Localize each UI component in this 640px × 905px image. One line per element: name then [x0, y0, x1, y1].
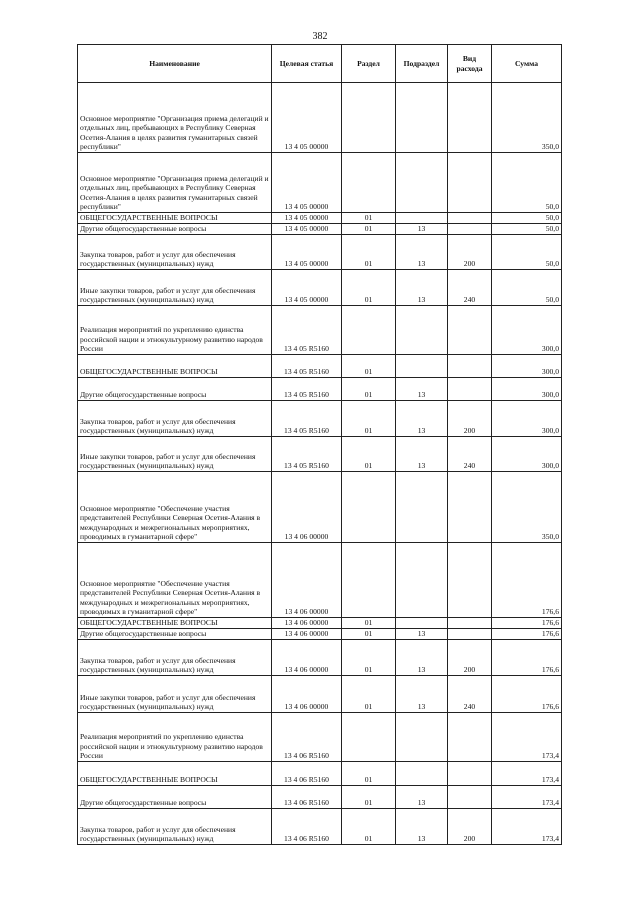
- cell-name: Закупка товаров, работ и услуг для обеспечения государственных (муниципальных) нужд: [78, 235, 272, 270]
- table-row: [78, 640, 562, 676]
- cell-expense-type: 240: [448, 676, 492, 713]
- table-row: [78, 762, 562, 786]
- table-row: [78, 786, 562, 809]
- table-row: [78, 618, 562, 629]
- cell-section: 01: [342, 640, 396, 676]
- cell-subsection: [396, 762, 448, 786]
- cell-subsection: 13: [396, 270, 448, 306]
- header-name: Наименование: [78, 45, 272, 83]
- header-subsection: Подраздел: [396, 45, 448, 83]
- table-row: [78, 472, 562, 543]
- cell-name: Основное мероприятие "Организация приема делегаций и отдельных лиц, пребывающих в Республику Северная Осетия-Алания в целях развития гуманитарных связей республики": [78, 153, 272, 213]
- cell-sum: 176,6: [492, 676, 562, 713]
- cell-section: 01: [342, 629, 396, 640]
- cell-sum: 350,0: [492, 83, 562, 153]
- cell-sum: 173,4: [492, 786, 562, 809]
- cell-subsection: 13: [396, 676, 448, 713]
- cell-subsection: 13: [396, 629, 448, 640]
- cell-subsection: 13: [396, 640, 448, 676]
- cell-sum: 173,4: [492, 762, 562, 786]
- cell-section: 01: [342, 355, 396, 378]
- cell-section: 01: [342, 213, 396, 224]
- cell-target: 13 4 05 00000: [272, 270, 342, 306]
- cell-name: Другие общегосударственные вопросы: [78, 629, 272, 640]
- page-number: 382: [312, 31, 328, 42]
- cell-section: [342, 306, 396, 355]
- cell-target: 13 4 06 R5160: [272, 762, 342, 786]
- table-row: [78, 378, 562, 401]
- cell-section: 01: [342, 809, 396, 845]
- cell-section: [342, 83, 396, 153]
- cell-section: 01: [342, 437, 396, 472]
- cell-target: 13 4 06 R5160: [272, 809, 342, 845]
- cell-section: 01: [342, 378, 396, 401]
- cell-sum: 50,0: [492, 235, 562, 270]
- table-row: [78, 676, 562, 713]
- cell-expense-type: [448, 629, 492, 640]
- cell-expense-type: [448, 224, 492, 235]
- cell-subsection: 13: [396, 378, 448, 401]
- cell-sum: 176,6: [492, 543, 562, 618]
- table-row: [78, 543, 562, 618]
- cell-expense-type: [448, 213, 492, 224]
- table-row: [78, 401, 562, 437]
- cell-name: Другие общегосударственные вопросы: [78, 224, 272, 235]
- cell-expense-type: [448, 786, 492, 809]
- cell-target: 13 4 05 00000: [272, 153, 342, 213]
- header-section: Раздел: [342, 45, 396, 83]
- cell-target: 13 4 06 00000: [272, 640, 342, 676]
- cell-sum: 50,0: [492, 213, 562, 224]
- cell-expense-type: [448, 355, 492, 378]
- cell-target: 13 4 05 R5160: [272, 306, 342, 355]
- cell-sum: 173,4: [492, 713, 562, 762]
- cell-subsection: [396, 213, 448, 224]
- cell-expense-type: 240: [448, 437, 492, 472]
- cell-name: Реализация мероприятий по укреплению единства российской нации и этнокультурному развитию народов России: [78, 713, 272, 762]
- header-sum: Сумма: [492, 45, 562, 83]
- cell-expense-type: [448, 762, 492, 786]
- cell-name: Закупка товаров, работ и услуг для обеспечения государственных (муниципальных) нужд: [78, 401, 272, 437]
- cell-expense-type: [448, 618, 492, 629]
- table-row: [78, 213, 562, 224]
- cell-name: Закупка товаров, работ и услуг для обеспечения государственных (муниципальных) нужд: [78, 640, 272, 676]
- cell-expense-type: 200: [448, 809, 492, 845]
- cell-expense-type: [448, 83, 492, 153]
- table-row: [78, 235, 562, 270]
- cell-sum: 173,4: [492, 809, 562, 845]
- cell-name: Иные закупки товаров, работ и услуг для обеспечения государственных (муниципальных) нужд: [78, 270, 272, 306]
- cell-target: 13 4 05 00000: [272, 235, 342, 270]
- cell-section: 01: [342, 786, 396, 809]
- cell-sum: 50,0: [492, 270, 562, 306]
- cell-sum: 300,0: [492, 306, 562, 355]
- cell-subsection: [396, 83, 448, 153]
- cell-subsection: [396, 153, 448, 213]
- cell-expense-type: 240: [448, 270, 492, 306]
- cell-name: Закупка товаров, работ и услуг для обеспечения государственных (муниципальных) нужд: [78, 809, 272, 845]
- cell-subsection: [396, 618, 448, 629]
- cell-target: 13 4 06 00000: [272, 676, 342, 713]
- cell-section: 01: [342, 676, 396, 713]
- cell-target: 13 4 06 R5160: [272, 786, 342, 809]
- cell-target: 13 4 05 R5160: [272, 437, 342, 472]
- header-expense-type: Вид расхода: [448, 45, 492, 83]
- cell-expense-type: [448, 713, 492, 762]
- cell-subsection: 13: [396, 401, 448, 437]
- cell-sum: 176,6: [492, 640, 562, 676]
- cell-sum: 176,6: [492, 618, 562, 629]
- cell-sum: 350,0: [492, 472, 562, 543]
- cell-expense-type: [448, 306, 492, 355]
- cell-name: ОБЩЕГОСУДАРСТВЕННЫЕ ВОПРОСЫ: [78, 618, 272, 629]
- cell-sum: 50,0: [492, 224, 562, 235]
- cell-subsection: [396, 713, 448, 762]
- cell-section: [342, 543, 396, 618]
- cell-subsection: 13: [396, 809, 448, 845]
- cell-target: 13 4 05 R5160: [272, 355, 342, 378]
- cell-name: ОБЩЕГОСУДАРСТВЕННЫЕ ВОПРОСЫ: [78, 355, 272, 378]
- table-row: [78, 270, 562, 306]
- cell-name: Основное мероприятие "Обеспечение участия представителей Республики Северная Осетия-Алания в международных и межрегиональных мероприятиях, проводимых в гуманитарной сфере": [78, 472, 272, 543]
- cell-sum: 300,0: [492, 437, 562, 472]
- cell-section: 01: [342, 235, 396, 270]
- header-target: Целевая статья: [272, 45, 342, 83]
- table-row: [78, 306, 562, 355]
- cell-expense-type: [448, 543, 492, 618]
- table-row: [78, 153, 562, 213]
- cell-subsection: 13: [396, 786, 448, 809]
- cell-section: 01: [342, 618, 396, 629]
- budget-table: [77, 44, 562, 845]
- cell-target: 13 4 05 00000: [272, 224, 342, 235]
- cell-sum: 300,0: [492, 378, 562, 401]
- cell-section: [342, 713, 396, 762]
- table-row: [78, 629, 562, 640]
- table-body: [78, 83, 562, 845]
- cell-name: Другие общегосударственные вопросы: [78, 378, 272, 401]
- cell-subsection: 13: [396, 437, 448, 472]
- cell-subsection: [396, 355, 448, 378]
- table-row: [78, 83, 562, 153]
- cell-section: [342, 153, 396, 213]
- cell-expense-type: 200: [448, 640, 492, 676]
- cell-subsection: 13: [396, 235, 448, 270]
- cell-target: 13 4 06 00000: [272, 618, 342, 629]
- cell-target: 13 4 05 00000: [272, 213, 342, 224]
- cell-sum: 176,6: [492, 629, 562, 640]
- cell-name: ОБЩЕГОСУДАРСТВЕННЫЕ ВОПРОСЫ: [78, 762, 272, 786]
- cell-section: 01: [342, 401, 396, 437]
- table-row: [78, 809, 562, 845]
- cell-section: 01: [342, 762, 396, 786]
- cell-name: ОБЩЕГОСУДАРСТВЕННЫЕ ВОПРОСЫ: [78, 213, 272, 224]
- cell-subsection: 13: [396, 224, 448, 235]
- cell-subsection: [396, 543, 448, 618]
- table-row: [78, 437, 562, 472]
- cell-name: Реализация мероприятий по укреплению единства российской нации и этнокультурному развитию народов России: [78, 306, 272, 355]
- cell-section: 01: [342, 270, 396, 306]
- cell-section: [342, 472, 396, 543]
- cell-expense-type: 200: [448, 401, 492, 437]
- cell-target: 13 4 06 00000: [272, 543, 342, 618]
- cell-sum: 300,0: [492, 401, 562, 437]
- cell-target: 13 4 05 R5160: [272, 378, 342, 401]
- table-row: [78, 355, 562, 378]
- cell-target: 13 4 06 00000: [272, 629, 342, 640]
- cell-expense-type: [448, 472, 492, 543]
- cell-sum: 50,0: [492, 153, 562, 213]
- table-header-row: [78, 45, 562, 83]
- cell-sum: 300,0: [492, 355, 562, 378]
- cell-target: 13 4 06 00000: [272, 472, 342, 543]
- cell-target: 13 4 06 R5160: [272, 713, 342, 762]
- cell-expense-type: 200: [448, 235, 492, 270]
- cell-target: 13 4 05 R5160: [272, 401, 342, 437]
- cell-name: Иные закупки товаров, работ и услуг для обеспечения государственных (муниципальных) нужд: [78, 437, 272, 472]
- cell-subsection: [396, 306, 448, 355]
- cell-name: Иные закупки товаров, работ и услуг для обеспечения государственных (муниципальных) нужд: [78, 676, 272, 713]
- cell-name: Основное мероприятие "Обеспечение участия представителей Республики Северная Осетия-Алания в международных и межрегиональных мероприятиях, проводимых в гуманитарной сфере": [78, 543, 272, 618]
- cell-subsection: [396, 472, 448, 543]
- cell-name: Другие общегосударственные вопросы: [78, 786, 272, 809]
- cell-name: Основное мероприятие "Организация приема делегаций и отдельных лиц, пребывающих в Республику Северная Осетия-Алания в целях развития гуманитарных связей республики": [78, 83, 272, 153]
- cell-section: 01: [342, 224, 396, 235]
- table-row: [78, 713, 562, 762]
- cell-target: 13 4 05 00000: [272, 83, 342, 153]
- table-row: [78, 224, 562, 235]
- cell-expense-type: [448, 378, 492, 401]
- cell-expense-type: [448, 153, 492, 213]
